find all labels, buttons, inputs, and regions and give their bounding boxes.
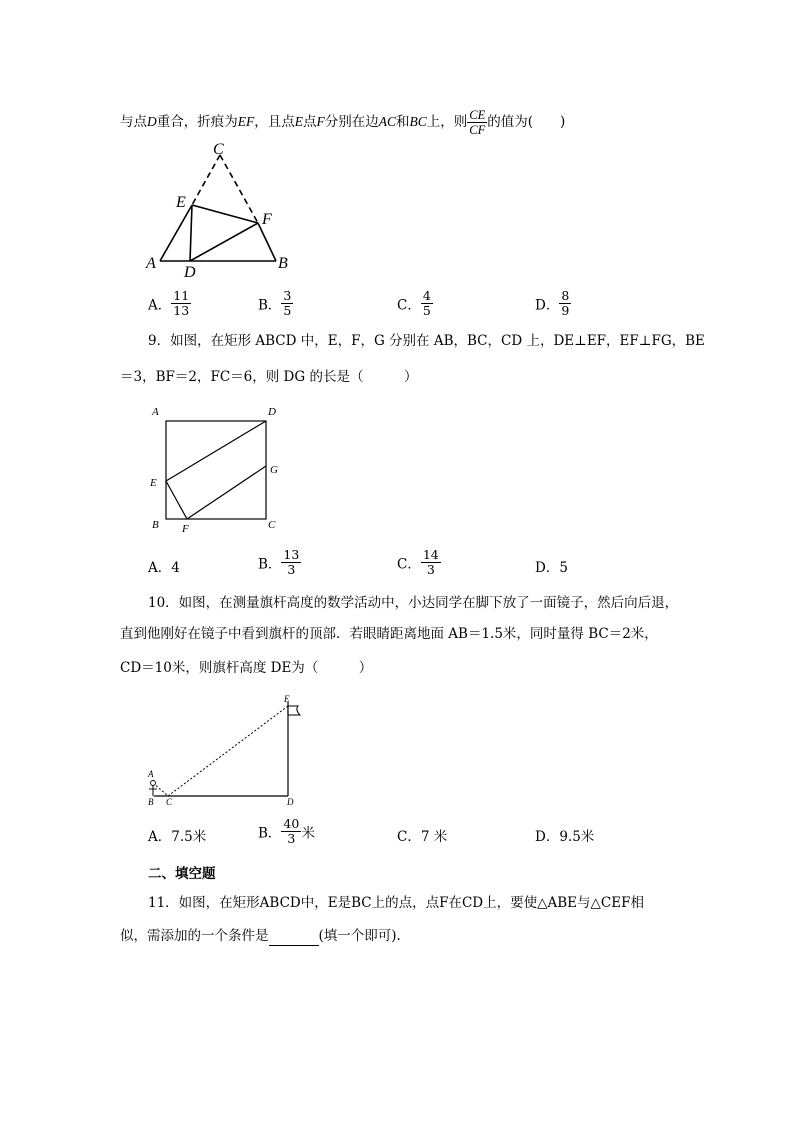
q9-option-d[interactable]: D．5 [535, 560, 568, 576]
option-fraction [281, 548, 301, 577]
q8-var: BC [409, 114, 427, 129]
option-fraction [171, 289, 191, 318]
q8-option-d[interactable] [535, 289, 571, 318]
q8-var: E [294, 114, 303, 129]
q10-option-c[interactable]: C．7 米 [397, 829, 448, 845]
q8-text: ，且点 [254, 114, 295, 130]
frac-num: 14 [422, 547, 439, 562]
q8-stem [120, 108, 565, 137]
q8-option-c[interactable] [397, 289, 433, 318]
q9-line2: ＝3，BF＝2，FC＝6，则 DG 的长是（ ） [120, 369, 418, 385]
q8-text: 的值为( ) [487, 114, 566, 130]
label-B: B [152, 519, 159, 531]
q9-option-a[interactable]: A．4 [148, 560, 180, 576]
q8-figure [140, 135, 300, 280]
option-label: B． [258, 556, 282, 573]
frac-den: 9 [561, 303, 570, 318]
option-fraction [559, 289, 571, 318]
q10-line1: 10．如图，在测量旗杆高度的数学活动中，小达同学在脚下放了一面镜子，然后向后退， [148, 595, 679, 611]
frac-den: 5 [422, 303, 431, 318]
label-A: A [148, 769, 154, 779]
q11-line2 [120, 926, 401, 946]
label-A: A [146, 255, 156, 272]
q10-option-a[interactable]: A．7.5米 [148, 829, 207, 845]
option-label: A． [148, 297, 172, 314]
frac-den: 3 [287, 831, 296, 846]
q8-option-a[interactable] [148, 289, 191, 318]
label-D: D [287, 797, 294, 807]
label-C: C [166, 797, 173, 807]
option-unit: 米 [301, 825, 315, 842]
q11-text: (填一个即可). [318, 928, 401, 944]
frac-num: 8 [561, 288, 570, 303]
q11-line1: 11．如图，在矩形ABCD中，E是BC上的点，点F在CD上，要使△ABE与△CEF相 [148, 895, 644, 911]
label-F: F [182, 523, 189, 535]
frac-num: 13 [283, 547, 300, 562]
option-fraction [281, 289, 293, 318]
q9-option-c[interactable] [397, 548, 441, 577]
label-E: E [150, 477, 157, 489]
q10-figure [140, 688, 320, 808]
label-F: F [262, 211, 272, 228]
option-fraction [421, 548, 441, 577]
frac-num: 4 [422, 288, 431, 303]
q8-text: 点 [303, 114, 317, 130]
q8-text: 与点 [120, 114, 147, 130]
q8-var: F [316, 114, 325, 129]
option-fraction [281, 817, 301, 846]
q8-var: EF [237, 114, 255, 129]
q8-fraction [467, 108, 487, 137]
label-E: E [176, 194, 186, 211]
section-title: 二、填空题 [148, 866, 216, 882]
frac-num: 3 [283, 288, 292, 303]
q8-option-b[interactable] [258, 289, 293, 318]
label-D: D [184, 264, 196, 280]
q11-text: 似，需添加的一个条件是 [120, 928, 269, 944]
q8-text: 和 [396, 114, 410, 130]
label-E: E [284, 694, 290, 704]
q8-text: 分别在边 [324, 114, 379, 130]
q10-line2: 直到他刚好在镜子中看到旗杆的顶部．若眼睛距离地面 AB＝1.5米，同时量得 BC＝2米， [120, 626, 658, 642]
frac-num: 11 [173, 288, 190, 303]
frac-num: 40 [283, 816, 300, 831]
label-A: A [152, 406, 159, 418]
answer-blank[interactable] [269, 931, 319, 946]
label-C: C [268, 519, 276, 531]
q8-var: D [147, 114, 157, 129]
q10-line3: CD＝10米，则旗杆高度 DE为（ ） [120, 660, 373, 676]
frac-den: 5 [283, 303, 292, 318]
q9-line1: 9．如图，在矩形 ABCD 中，E，F，G 分别在 AB，BC，CD 上，DE⊥EF，EF⊥FG，BE [148, 333, 705, 349]
option-label: C． [397, 297, 421, 314]
q8-text: 重合，折痕为 [156, 114, 238, 130]
option-label: B． [258, 825, 282, 842]
q8-text: 上，则 [426, 114, 468, 130]
q9-figure [140, 400, 290, 540]
label-G: G [270, 464, 278, 476]
option-label: C． [397, 556, 421, 573]
frac-num: CE [469, 108, 486, 122]
q8-var: AC [378, 114, 397, 129]
q10-option-d[interactable]: D．9.5米 [535, 829, 595, 845]
label-D: D [268, 406, 276, 418]
label-B: B [148, 797, 154, 807]
frac-den: 3 [426, 562, 435, 577]
option-label: D． [535, 297, 560, 314]
option-fraction [421, 289, 433, 318]
q9-option-b[interactable] [258, 548, 301, 577]
frac-den: CF [469, 123, 486, 137]
frac-den: 13 [173, 303, 190, 318]
option-label: B． [258, 297, 282, 314]
label-C: C [213, 141, 224, 158]
q10-option-b[interactable] [258, 817, 315, 846]
label-B: B [278, 255, 288, 272]
frac-den: 3 [287, 562, 296, 577]
